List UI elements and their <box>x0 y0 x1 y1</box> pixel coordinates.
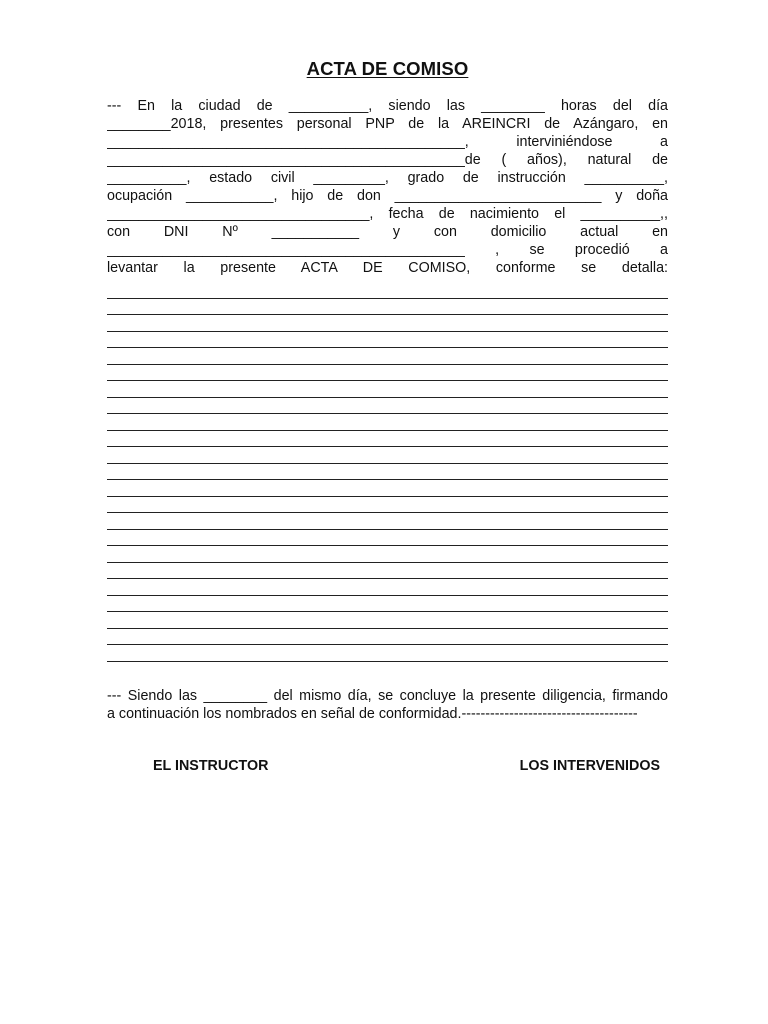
closing-line: a continuación los nombrados en señal de conformidad.------------------------------------- <box>107 706 638 722</box>
body-line: con DNI Nº ___________ y con domicilio actual en <box>107 224 668 240</box>
blank-line <box>107 480 668 497</box>
blank-line <box>107 282 668 299</box>
blank-line <box>107 596 668 613</box>
body-line: ________2018, presentes personal PNP de la AREINCRI de Azángaro, en <box>107 116 668 132</box>
body-line: _________________________________, fecha de nacimiento el __________,, <box>107 206 668 222</box>
body-line: levantar la presente ACTA DE COMISO, conforme se detalla: <box>107 260 668 276</box>
body-line: --- En la ciudad de __________, siendo las ________ horas del día <box>107 98 668 114</box>
blank-line <box>107 315 668 332</box>
blank-line <box>107 579 668 596</box>
blank-line <box>107 447 668 464</box>
closing-paragraph <box>107 687 668 723</box>
document-page <box>107 0 668 1024</box>
blank-line <box>107 464 668 481</box>
signature-instructor: EL INSTRUCTOR <box>153 758 269 774</box>
blank-line <box>107 365 668 382</box>
blank-line <box>107 414 668 431</box>
body-line: _____________________________________________ , se procedió a <box>107 242 668 258</box>
blank-line <box>107 546 668 563</box>
blank-line <box>107 629 668 646</box>
blank-line <box>107 299 668 316</box>
blank-line <box>107 530 668 547</box>
blank-line <box>107 332 668 349</box>
blank-line <box>107 497 668 514</box>
body-line: _____________________________________________, interviniéndose a <box>107 134 668 150</box>
body-paragraph <box>107 97 668 277</box>
document-title: ACTA DE COMISO <box>306 58 469 79</box>
blank-line <box>107 645 668 662</box>
blank-line <box>107 398 668 415</box>
blank-line <box>107 563 668 580</box>
body-line: ocupación ___________, hijo de don __________________________ y doña <box>107 188 668 204</box>
closing-line: --- Siendo las ________ del mismo día, se concluye la presente diligencia, firmando <box>107 688 668 704</box>
signature-intervenidos: LOS INTERVENIDOS <box>519 758 660 774</box>
detail-lines <box>107 282 668 662</box>
blank-line <box>107 612 668 629</box>
blank-line <box>107 431 668 448</box>
blank-line <box>107 513 668 530</box>
blank-line <box>107 348 668 365</box>
body-line: __________, estado civil _________, grado de instrucción __________, <box>107 170 668 186</box>
blank-line <box>107 381 668 398</box>
body-line: _____________________________________________de ( años), natural de <box>107 152 668 168</box>
signature-block <box>107 758 668 778</box>
